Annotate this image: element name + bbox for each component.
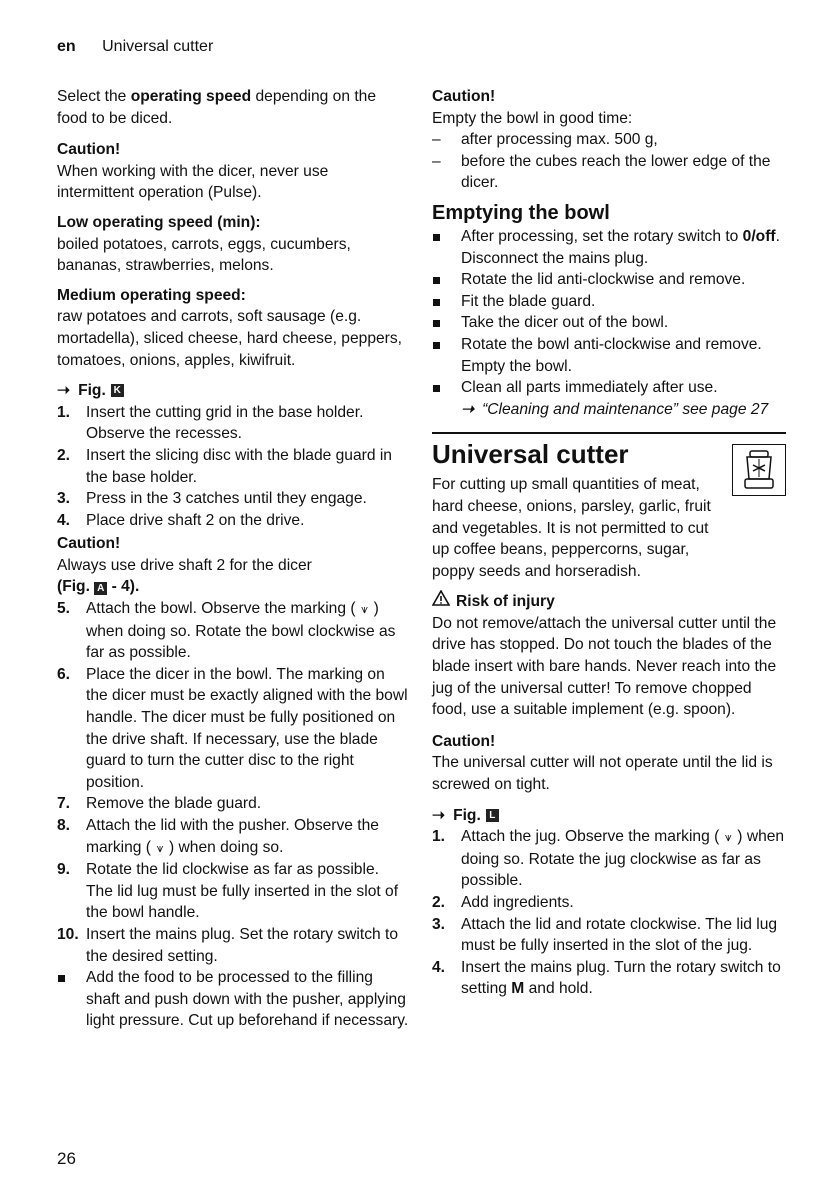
list-item: 1. Insert the cutting grid in the base holder. Observe the recesses. [57,403,364,443]
final-bullet [57,967,409,1032]
list-item: Take the dicer out of the bowl. [432,312,786,334]
medium-speed-text: raw potatoes and carrots, soft sausage (e.g. mortadella), sliced cheese, hard cheese, peppers, tomatoes, onions, apples, kiwifruit. [57,308,402,369]
list-item: Rotate the lid anti-clockwise and remove. [432,269,786,291]
alignment-marker-icon: ⩛ [361,602,368,617]
steps-list-b [57,598,409,967]
bullet-square-icon [433,385,440,392]
list-item: – before the cubes reach the lower edge of the dicer. [432,152,771,192]
left-column [57,86,409,1032]
cross-reference-link[interactable]: ➝ “Cleaning and maintenance” see page 27 [461,400,769,418]
list-item: 9. Rotate the lid clockwise as far as possible. The lid lug must be fully inserted in the slot of the bowl handle. [57,861,399,922]
alignment-marker-icon: ⩛ [724,830,732,845]
dash-list [432,129,786,194]
list-item: 4. Place drive shaft 2 on the drive. [57,511,305,529]
caution-heading: Caution! [432,88,496,105]
list-item: Add the food to be processed to the filling shaft and push down with the pusher, applying light pressure. Cut up beforehand if necessary. [57,967,409,1032]
figure-letter-badge: A [94,582,107,595]
language-code: en [57,38,76,55]
steps-list [432,826,786,1000]
page-header [57,38,213,56]
list-item: 7. Remove the blade guard. [57,795,262,813]
header-title: Universal cutter [102,38,214,55]
caution-text: Always use drive shaft 2 for the dicer (Fig. A - 4). [57,556,312,596]
figure-reference: ➝ Fig. L [432,805,786,827]
universal-cutter-intro: For cutting up small quantities of meat, hard cheese, onions, parsley, garlic, fruit and vegetables. It is not permitted to cut up coffee beans, peppercorns, sugar, poppy seeds and horseradish. [432,476,711,580]
universal-cutter-section [432,432,786,472]
caution-heading: Caution! [57,535,121,553]
list-item: After processing, set the rotary switch to 0/off. Disconnect the mains plug. [432,226,786,269]
list-item: 6. Place the dicer in the bowl. The marking on the dicer must be exactly aligned with the bowl handle. The dicer must be fully positioned on the drive shaft. If necessary, use the blade guard to turn the cutter disc to the right position. [57,665,408,791]
list-item: Clean all parts immediately after use. ➝ “Cleaning and maintenance” see page 27 [432,377,786,420]
list-item: – after processing max. 500 g, [432,131,658,149]
bullet-square-icon [58,975,65,982]
section-heading: Emptying the bowl [432,201,610,224]
bullet-square-icon [433,342,440,349]
bullet-square-icon [433,299,440,306]
alignment-marker-icon: ⩛ [156,840,164,855]
bullet-square-icon [433,320,440,327]
caution-text: Empty the bowl in good time: [432,109,633,127]
list-item: 10. Insert the mains plug. Set the rotary switch to the desired setting. [57,925,399,965]
intro-paragraph: Select the operating speed depending on the food to be diced. [57,88,377,127]
low-speed-text: boiled potatoes, carrots, eggs, cucumbers, bananas, strawberries, melons. [57,235,351,275]
caution-heading: Caution! [57,141,121,159]
risk-text: Do not remove/attach the universal cutter until the drive has stopped. Do not touch the blades of the blade insert with bare hands. Never reach into the jug of the universal cutter! To remove chopped food, use a suitable implement (e.g. spoon). [432,614,777,719]
caution-text: When working with the dicer, never use intermittent operation (Pulse). [57,162,329,202]
section-title: Universal cutter [432,439,629,470]
universal-cutter-icon [732,444,786,496]
list-item: 3. Press in the 3 catches until they engage. [57,490,367,508]
list-item: 8. Attach the lid with the pusher. Observe the marking ( ⩛ ) when doing so. [57,815,409,859]
list-item: 3. Attach the lid and rotate clockwise. The lid lug must be fully inserted in the slot of the jug. [432,915,778,955]
figure-letter-badge: L [486,809,499,822]
arrow-right-icon: ➝ [461,400,475,418]
list-item: 5. Attach the bowl. Observe the marking ( ⩛ ) when doing so. Rotate the bowl clockwise as far as possible. [57,600,396,662]
low-speed-heading: Low operating speed (min): [57,213,261,231]
figure-reference: ➝ Fig. K [57,380,409,402]
list-item: Fit the blade guard. [432,291,786,313]
risk-heading: Risk of injury [432,590,786,613]
caution-text: The universal cutter will not operate until the lid is screwed on tight. [432,754,773,794]
page-number: 26 [57,1149,76,1168]
right-column [432,86,786,1000]
bullet-square-icon [433,277,440,284]
warning-triangle-icon [432,590,450,613]
bullet-square-icon [433,234,440,241]
caution-heading: Caution! [432,732,496,750]
list-item: 2. Add ingredients. [432,894,574,911]
figure-letter-badge: K [111,384,124,397]
list-item: Rotate the bowl anti-clockwise and remove. Empty the bowl. [432,334,786,377]
emptying-list [432,226,786,420]
list-item: 1. Attach the jug. Observe the marking ( ⩛ ) when doing so. Rotate the jug clockwise as far as possible. [432,828,785,890]
steps-list-a [57,402,409,532]
arrow-right-icon: ➝ [57,382,71,400]
arrow-right-icon: ➝ [432,806,446,824]
list-item: 2. Insert the slicing disc with the blade guard in the base holder. [57,446,392,486]
list-item: 4. Insert the mains plug. Turn the rotary switch to setting M and hold. [432,958,781,998]
medium-speed-heading: Medium operating speed: [57,286,246,304]
